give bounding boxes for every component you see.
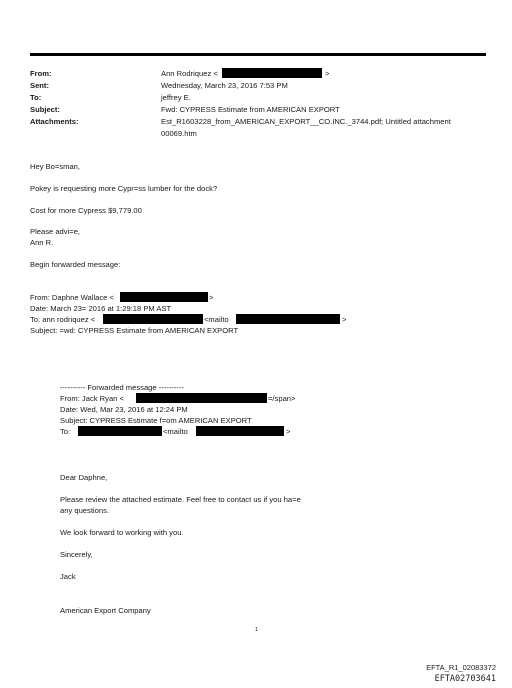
redaction-block [236, 314, 340, 324]
sent-label: Sent: [30, 81, 49, 90]
redaction-block [222, 68, 322, 78]
redaction-block [78, 426, 162, 436]
body-line: Ann R. [30, 238, 54, 247]
body-line: Begin forwarded message: [30, 260, 121, 269]
letter-paragraph: We look forward to working with you. [60, 528, 184, 537]
fwd2-divider: ---------- Forwarded message ---------- [60, 383, 185, 392]
fwd1-to-close: > [342, 315, 347, 324]
from-name: Ann Rodriquez < [161, 69, 218, 78]
attachments-label: Attachments: [30, 117, 79, 126]
redaction-block [103, 314, 203, 324]
fwd1-date: Date: March 23= 2016 at 1:29:18 PM AST [30, 304, 172, 313]
page-number: 1 [255, 627, 259, 633]
body-line: Pokey is requesting more Cypr=ss lumber for the dock? [30, 184, 218, 193]
fwd1-from: From: Daphne Wallace < [30, 293, 114, 302]
fwd2-subject: Subject: CYPRESS Estimate f=om AMERICAN EXPORT [60, 416, 252, 425]
letter-paragraph-line2: any questions. [60, 506, 109, 515]
redaction-block [136, 393, 267, 403]
letter-company: American Export Company [60, 606, 151, 615]
fwd2-to-mailto: <mailto [163, 427, 188, 436]
header-rule [30, 53, 486, 56]
subject-label: Subject: [30, 105, 60, 114]
fwd1-to-mailto: <mailto [204, 315, 229, 324]
letter-paragraph-line1: Please review the attached estimate. Feel free to contact us if you ha=e [60, 495, 301, 504]
letter-closing: Sincerely, [60, 550, 93, 559]
greeting: Hey Bo=sman, [30, 162, 81, 171]
body-line: Cost for more Cypress $9,779.00 [30, 206, 142, 215]
to-label: To: [30, 93, 42, 102]
from-close: > [325, 69, 330, 78]
fwd2-from: From: Jack Ryan < [60, 394, 124, 403]
attachments-value-line2: 00069.htm [161, 129, 197, 138]
body-line: Please advi=e, [30, 227, 81, 236]
redaction-block [120, 292, 208, 302]
sent-value: Wednesday, March 23, 2016 7:53 PM [161, 81, 288, 90]
redaction-block [196, 426, 284, 436]
letter-salutation: Dear Daphne, [60, 473, 108, 482]
fwd2-from-suffix: =/span> [268, 394, 296, 403]
attachments-value-line1: Est_R1603228_from_AMERICAN_EXPORT__CO.INC._3744.pdf; Untitled attachment [161, 117, 451, 126]
fwd2-date: Date: Wed, Mar 23, 2016 at 12:24 PM [60, 405, 188, 414]
fwd1-to: To: ann rodriquez < [30, 315, 96, 324]
from-label: From: [30, 69, 52, 78]
letter-signature: Jack [60, 572, 76, 581]
footer-id-primary: EFTA_R1_02083372 [426, 663, 496, 672]
fwd1-subject: Subject: =wd: CYPRESS Estimate from AMERICAN EXPORT [30, 326, 239, 335]
fwd2-to-close: > [286, 427, 291, 436]
footer-id-secondary: EFTA02703641 [434, 674, 496, 684]
subject-value: Fwd: CYPRESS Estimate from AMERICAN EXPORT [161, 105, 340, 114]
fwd2-to: To: [60, 427, 71, 436]
to-value: jeffrey E. [161, 93, 191, 102]
fwd1-from-close: > [209, 293, 214, 302]
